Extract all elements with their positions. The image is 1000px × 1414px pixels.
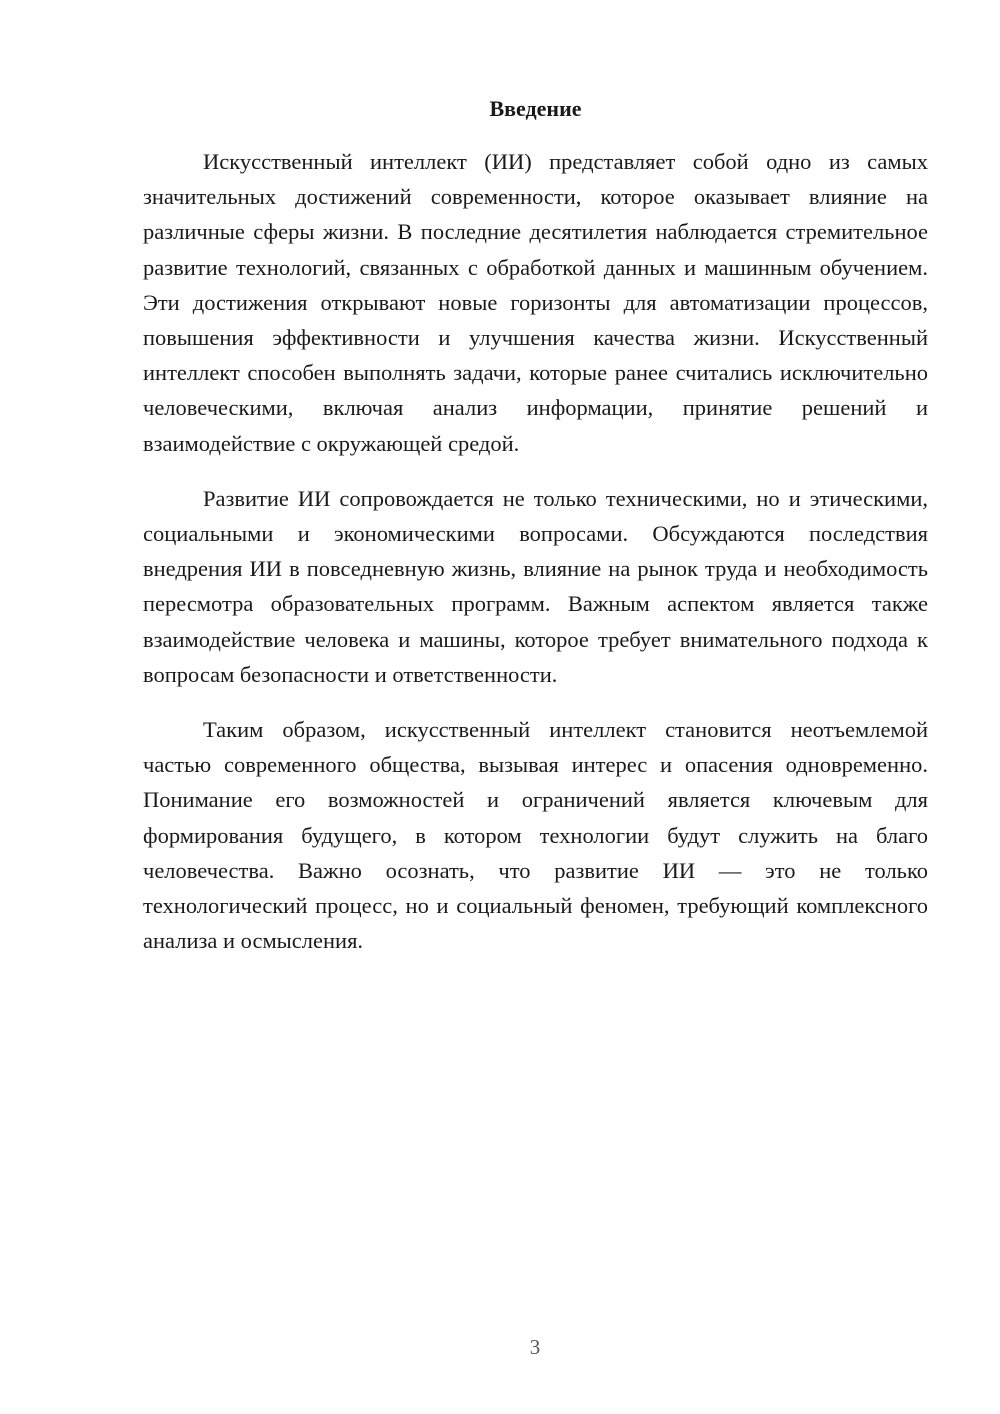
page-number: 3: [529, 1335, 541, 1359]
paragraph-2: Развитие ИИ сопровождается не только техническими, но и этическими, социальными и экономическими вопросами. Обсуждаются последствия внедрения ИИ в повседневную жизнь, влияние на рынок труда и необходимость пересмотра образовательных программ. Важным аспектом является также взаимодействие человека и машины, которое требует внимательного подхода к вопросам безопасности и ответственности.: [143, 485, 928, 687]
paragraph-1: Искусственный интеллект (ИИ) представляет собой одно из самых значительных достижений современности, которое оказывает влияние на различные сферы жизни. В последние десятилетия наблюдается стремительное развитие технологий, связанных с обработкой данных и машинным обучением. Эти достижения открывают новые горизонты для автоматизации процессов, повышения эффективности и улучшения качества жизни. Искусственный интеллект способен выполнять задачи, которые ранее считались исключительно человеческими, включая анализ информации, принятие решений и взаимодействие с окружающей средой.: [143, 149, 928, 456]
paragraph-3: Таким образом, искусственный интеллект становится неотъемлемой частью современного общества, вызывая интерес и опасения одновременно. Понимание его возможностей и ограничений является ключевым для формирования будущего, в котором технологии будут служить на благо человечества. Важно осознать, что развитие ИИ — это не только технологический процесс, но и социальный феномен, требующий комплексного анализа и осмысления.: [143, 717, 928, 954]
page-content: [143, 94, 928, 978]
section-title: Введение: [489, 96, 582, 121]
